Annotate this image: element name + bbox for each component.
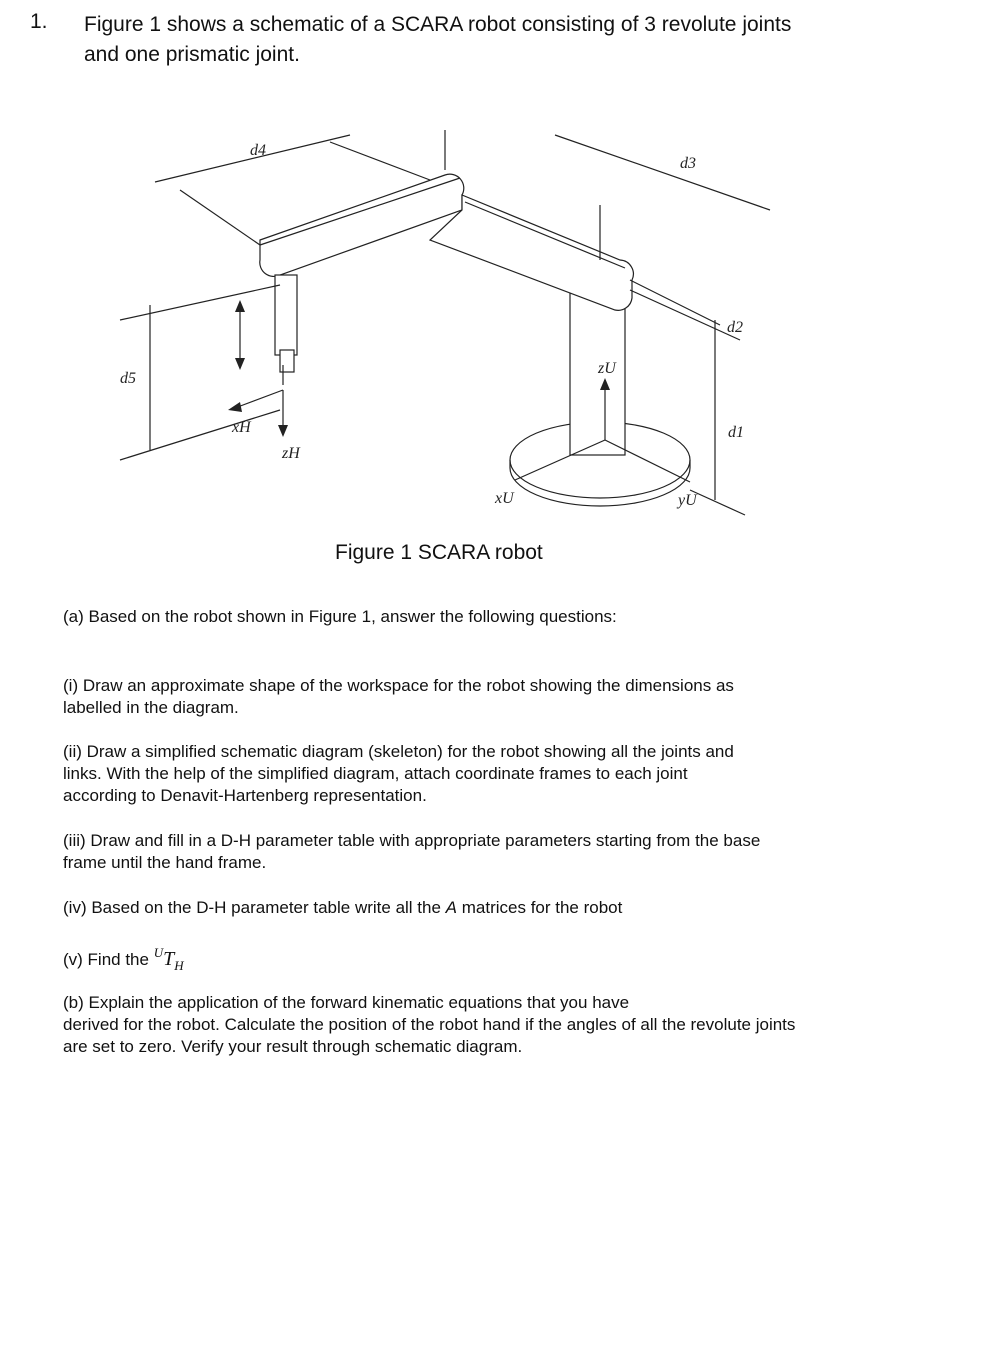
quill: [275, 275, 297, 355]
scara-robot-figure: [100, 120, 800, 520]
arm-link-2: [260, 174, 464, 276]
label-d5: d5: [120, 370, 136, 387]
arm-link-1: [430, 195, 633, 310]
question-line-1: Figure 1 shows a schematic of a SCARA robot consisting of 3 revolute joints: [84, 13, 792, 36]
question-number: 1.: [30, 10, 48, 33]
label-d2: d2: [727, 319, 743, 336]
question-text: [84, 10, 904, 70]
label-zU: zU: [598, 360, 616, 377]
question-line-2: and one prismatic joint.: [84, 43, 300, 66]
label-xH: xH: [232, 419, 251, 436]
part-b: (b) Explain the application of the forward kinematic equations that you have derived for the robot. Calculate the position of the robot hand if the angles of all the revolute joints are set to zero. Verify your result through schematic diagram.: [63, 993, 796, 1056]
label-d3: d3: [680, 155, 696, 172]
part-a-intro: (a) Based on the robot shown in Figure 1, answer the following questions:: [63, 607, 617, 626]
label-xU: xU: [495, 490, 514, 507]
part-a-i: (i) Draw an approximate shape of the workspace for the robot showing the dimensions as labelled in the diagram.: [63, 676, 734, 717]
figure-caption: Figure 1 SCARA robot: [335, 541, 543, 564]
transform-symbol: $^UT_H$: [153, 945, 184, 973]
label-yU: yU: [678, 492, 697, 509]
label-d4: d4: [250, 142, 266, 159]
label-zH: zH: [282, 445, 300, 462]
part-a-ii: (ii) Draw a simplified schematic diagram (skeleton) for the robot showing all the joints and links. With the help of the simplified diagram, attach coordinate frames to each joint according to Denavit-Hartenberg representation.: [63, 742, 734, 805]
part-a-iv: (iv) Based on the D-H parameter table write all the A matrices for the robot: [63, 898, 623, 917]
wrist: [280, 350, 294, 372]
label-d1: d1: [728, 424, 744, 441]
part-a-iii: (iii) Draw and fill in a D-H parameter table with appropriate parameters starting from the base frame until the hand frame.: [63, 831, 761, 872]
caption-underline: [335, 570, 565, 576]
part-a-v: (v) Find the $^UT_H$: [63, 945, 184, 973]
